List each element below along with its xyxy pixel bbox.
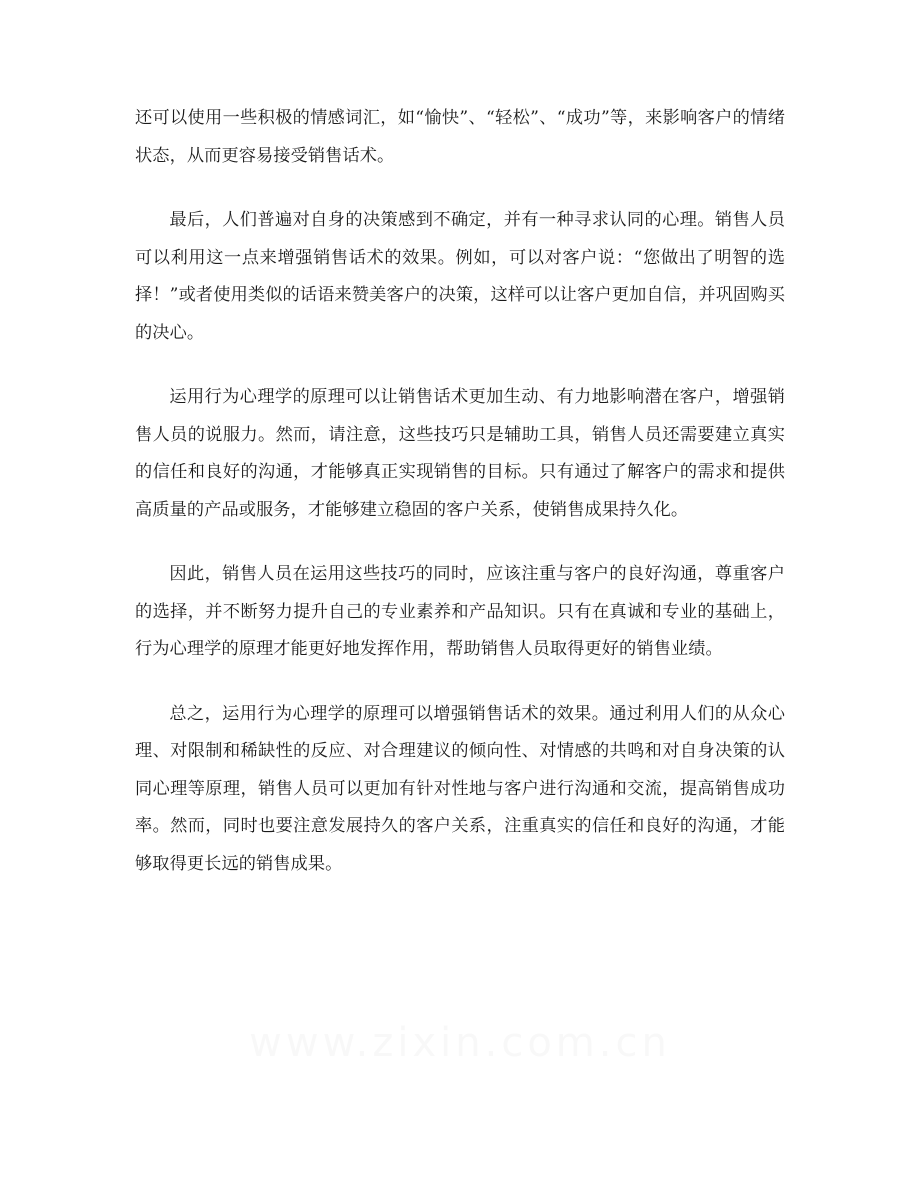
watermark: www.zixin.com.cn (249, 1020, 671, 1066)
paragraph: 因此，销售人员在运用这些技巧的同时，应该注重与客户的良好沟通，尊重客户的选择，并不断努力提升自己的专业素养和产品知识。只有在真诚和专业的基础上，行为心理学的原理才能更好地发挥作用，帮助销售人员取得更好的销售业绩。 (135, 564, 785, 659)
paragraph: 总之，运用行为心理学的原理可以增强销售话术的效果。通过利用人们的从众心理、对限制和稀缺性的反应、对合理建议的倾向性、对情感的共鸣和对自身决策的认同心理等原理，销售人员可以更加有针对性地与客户进行沟通和交流，提高销售成功率。然而，同时也要注意发展持久的客户关系，注重真实的信任和良好的沟通，才能够取得更长远的销售成果。 (135, 703, 785, 874)
paragraph-continued: 还可以使用一些积极的情感词汇，如“愉快”、“轻松”、“成功”等，来影响客户的情绪状态，从而更容易接受销售话术。 (135, 108, 785, 166)
paragraph: 最后，人们普遍对自身的决策感到不确定，并有一种寻求认同的心理。销售人员可以利用这一点来增强销售话术的效果。例如，可以对客户说：“您做出了明智的选择！”或者使用类似的话语来赞美客户的决策，这样可以让客户更加自信，并巩固购买的决心。 (135, 210, 785, 343)
document-body (135, 100, 785, 910)
paragraph: 运用行为心理学的原理可以让销售话术更加生动、有力地影响潜在客户，增强销售人员的说服力。然而，请注意，这些技巧只是辅助工具，销售人员还需要建立真实的信任和良好的沟通，才能够真正实现销售的目标。只有通过了解客户的需求和提供高质量的产品或服务，才能够建立稳固的客户关系，使销售成果持久化。 (135, 387, 785, 520)
